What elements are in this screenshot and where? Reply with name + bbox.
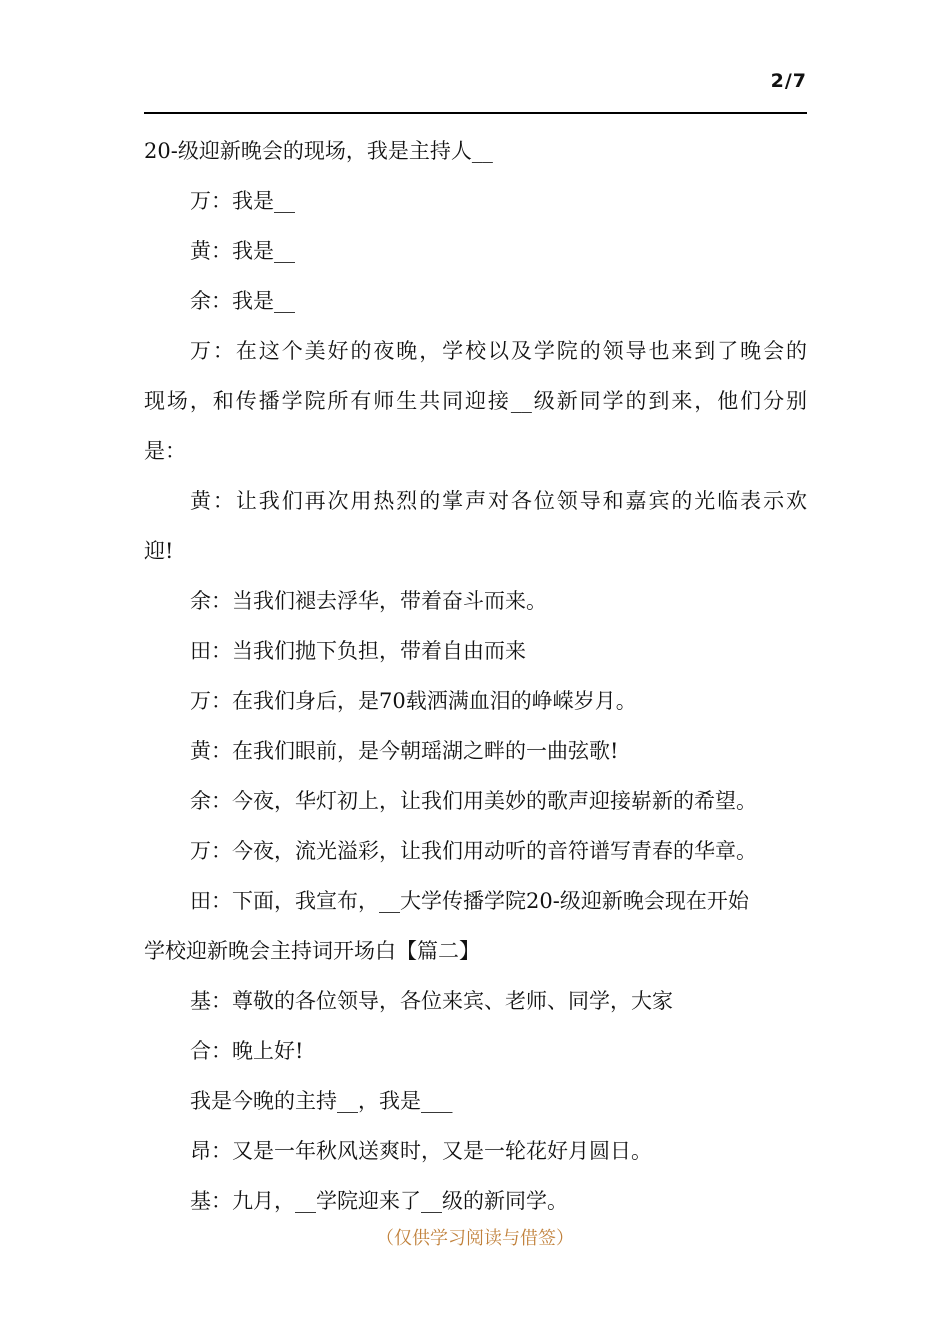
paragraph-line: 余：当我们褪去浮华，带着奋斗而来。 (190, 589, 547, 613)
paragraph-line: 万：我是__ (190, 189, 295, 213)
paragraph-line: 昂：又是一年秋风送爽时，又是一轮花好月圆日。 (190, 1139, 652, 1163)
paragraph-line: 万：在我们身后，是70载洒满血泪的峥嵘岁月。 (190, 689, 637, 713)
paragraph-line: 20-级迎新晚会的现场，我是主持人__ (144, 139, 493, 163)
paragraph-line: 万：在这个美好的夜晚，学校以及学院的领导也来到了晚会的 (190, 339, 807, 363)
paragraph-line: 黄：我是__ (190, 239, 295, 263)
paragraph-line: 基：九月，__学院迎来了__级的新同学。 (190, 1189, 568, 1213)
paragraph-line: 现场，和传播学院所有师生共同迎接__级新同学的到来，他们分别 (144, 389, 807, 413)
paragraph-line: 迎! (144, 539, 174, 563)
paragraph-line: 我是今晚的主持__，我是___ (190, 1089, 453, 1113)
document-body (144, 126, 807, 1226)
paragraph-line: 黄：在我们眼前，是今朝瑶湖之畔的一曲弦歌! (190, 739, 619, 763)
page-number: 2/7 (770, 70, 807, 92)
paragraph-line: 合：晚上好! (190, 1039, 304, 1063)
paragraph-line: 万：今夜，流光溢彩，让我们用动听的音符谱写青春的华章。 (190, 839, 757, 863)
paragraph-line: 基：尊敬的各位领导，各位来宾、老师、同学，大家 (190, 989, 673, 1013)
footer-note: （仅供学习阅读与借签） (376, 1228, 574, 1249)
header-divider (144, 112, 807, 114)
paragraph-line: 田：当我们抛下负担，带着自由而来 (190, 639, 526, 663)
paragraph-line: 黄：让我们再次用热烈的掌声对各位领导和嘉宾的光临表示欢 (190, 489, 807, 513)
paragraph-line: 余：我是__ (190, 289, 295, 313)
paragraph-line: 是： (144, 439, 186, 463)
section-heading: 学校迎新晚会主持词开场白【篇二】 (144, 939, 480, 963)
paragraph-line: 余：今夜，华灯初上，让我们用美妙的歌声迎接崭新的希望。 (190, 789, 757, 813)
paragraph-line: 田：下面，我宣布，__大学传播学院20-级迎新晚会现在开始 (190, 889, 749, 913)
